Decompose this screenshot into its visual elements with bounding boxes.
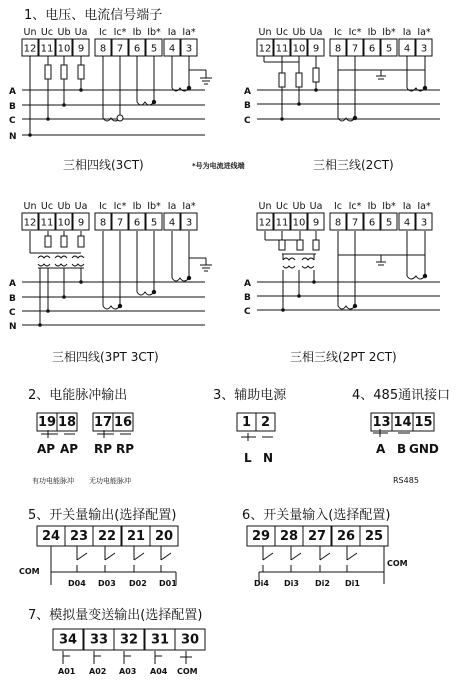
- pt-coil-icon: [38, 256, 50, 258]
- ct-coil-icon: [172, 278, 189, 281]
- terminal-header: Ua: [309, 27, 323, 38]
- power-label-l: L: [244, 451, 252, 465]
- switch-input-block: [247, 526, 408, 588]
- terminal-number: 10: [57, 217, 71, 229]
- switch-input-label: Di3: [284, 579, 299, 588]
- pt-coil-icon: [283, 258, 295, 260]
- heading-rs485: 4、485通讯接口: [352, 388, 451, 403]
- terminal-number: 34: [58, 632, 78, 648]
- caption-note-star: *号为电流进线端: [192, 162, 245, 170]
- phase-label-a: A: [244, 279, 251, 289]
- terminal-number: 7: [351, 217, 359, 229]
- terminal-header: Ia*: [417, 27, 431, 38]
- terminal-header: Ib: [367, 27, 377, 38]
- switch-input-com: COM: [387, 559, 408, 568]
- terminal-number: 30: [180, 632, 200, 648]
- terminal-number: 2: [260, 415, 271, 430]
- rs485-label-a: A: [376, 442, 386, 456]
- terminal-number: 4: [403, 43, 411, 55]
- current-wiring: [103, 56, 212, 121]
- pulse-output-block: [32, 413, 134, 485]
- terminal-number: 27: [307, 529, 327, 544]
- terminal-number: 9: [312, 217, 320, 229]
- terminal-header: Ib: [367, 201, 377, 212]
- switch-output-label: D02: [129, 579, 147, 588]
- terminal-header: Ia: [167, 201, 177, 212]
- terminal-header: Ua: [74, 201, 88, 212]
- phase-lines: [244, 279, 440, 317]
- heading-switch-input: 6、开关量输入(选择配置): [242, 508, 391, 523]
- phase-lines: [9, 87, 205, 142]
- ct-coil-icon: [137, 292, 154, 295]
- terminal-number: 11: [40, 217, 54, 229]
- diagram-3p3w-2ct: [244, 27, 440, 126]
- caption-3p4w-3ct: 三相四线(3CT): [63, 158, 144, 172]
- analog-label: A01: [58, 667, 76, 676]
- analog-label: A04: [150, 667, 168, 676]
- terminal-header: Ia*: [182, 27, 196, 38]
- ct-coil-icon: [103, 306, 120, 309]
- terminal-number: 16: [113, 415, 133, 430]
- fuse-icon: [61, 236, 67, 247]
- terminal-header: Ua: [309, 201, 323, 212]
- switch-input-label: Di1: [345, 579, 360, 588]
- terminal-number: 22: [97, 529, 117, 544]
- terminal-number: 1: [241, 415, 252, 430]
- terminal-number: 12: [258, 43, 272, 55]
- switch-output-label: D03: [98, 579, 116, 588]
- terminal-header: Ia*: [417, 201, 431, 212]
- terminal-number: 11: [40, 43, 54, 55]
- phase-label-a: A: [244, 87, 251, 97]
- phase-label-n: N: [9, 322, 17, 332]
- pulse-label: RP: [116, 442, 135, 456]
- pt-coil-icon: [72, 256, 84, 258]
- terminal-header: Ia: [167, 27, 177, 38]
- terminal-number: 23: [69, 529, 89, 544]
- terminal-number: 7: [116, 43, 124, 55]
- terminal-number: 33: [89, 632, 109, 648]
- terminal-block: [22, 213, 197, 230]
- terminal-header: Ib*: [382, 27, 396, 38]
- terminal-number: 13: [372, 415, 391, 430]
- phase-label-c: C: [244, 116, 251, 126]
- switch-input-label: Di4: [254, 579, 269, 588]
- terminal-number: 12: [258, 217, 272, 229]
- terminal-header: Un: [258, 201, 272, 212]
- terminal-number: 19: [37, 415, 57, 430]
- phase-label-c: C: [244, 307, 251, 317]
- terminal-number: 32: [119, 632, 139, 648]
- terminal-header: Ia: [402, 27, 412, 38]
- terminal-number: 3: [185, 217, 193, 229]
- switch-output-terminals: [37, 526, 178, 546]
- fuse-icon: [279, 73, 285, 87]
- caption-3p3w-2ct: 三相三线(2CT): [313, 158, 394, 172]
- terminal-header: Un: [258, 27, 272, 38]
- pt-wiring: [30, 231, 84, 327]
- aux-power-block: [237, 413, 275, 465]
- switch-output-block: [19, 526, 178, 588]
- analog-output-terminals: [53, 629, 205, 650]
- terminal-header: Ic: [98, 27, 108, 38]
- phase-label-b: B: [9, 294, 16, 304]
- terminal-number: 4: [168, 43, 176, 55]
- terminal-number: 8: [99, 43, 107, 55]
- rs485-label-b: B: [397, 442, 407, 456]
- terminal-header: Ua: [74, 27, 88, 38]
- terminal-number: 4: [403, 217, 411, 229]
- caption-3p4w-3pt-3ct: 三相四线(3PT 3CT): [52, 350, 159, 364]
- phase-label-b: B: [9, 102, 16, 112]
- terminal-header: Ic: [333, 27, 343, 38]
- phase-lines: [9, 279, 205, 332]
- rs485-label-gnd: GND: [409, 442, 439, 456]
- terminal-number: 6: [368, 217, 376, 229]
- terminal-number: 24: [41, 529, 61, 544]
- terminal-number: 8: [334, 43, 342, 55]
- pt-wiring: [265, 231, 319, 312]
- terminal-number: 8: [99, 217, 107, 229]
- phase-label-b: B: [244, 293, 251, 303]
- ct-coil-icon: [338, 306, 355, 309]
- pt-coil-icon: [302, 258, 314, 260]
- power-terminals: [237, 413, 275, 431]
- reactive-pulse-desc: 无功电能脉冲: [89, 477, 131, 485]
- terminal-number: 10: [57, 43, 71, 55]
- terminal-number: 9: [77, 217, 85, 229]
- terminal-number: 20: [154, 529, 174, 544]
- heading-voltage-current-terminals: 1、电压、电流信号端子: [24, 8, 163, 23]
- terminal-headers: [259, 27, 431, 38]
- voltage-wiring: [28, 56, 84, 137]
- terminal-number: 18: [57, 415, 77, 430]
- pt-coil-icon: [55, 256, 67, 258]
- terminal-header: Un: [23, 27, 37, 38]
- phase-label-a: A: [9, 279, 16, 289]
- switch-icons: [77, 546, 171, 572]
- terminal-header: Ub: [292, 201, 306, 212]
- terminal-number: 31: [150, 632, 170, 648]
- terminal-number: 8: [334, 217, 342, 229]
- terminal-header: Ib*: [382, 201, 396, 212]
- terminal-number: 21: [126, 529, 146, 544]
- heading-energy-pulse-output: 2、电能脉冲输出: [28, 388, 128, 403]
- ct-coil-icon: [407, 276, 425, 279]
- terminal-header: Ib*: [147, 27, 161, 38]
- terminal-header: Ub: [57, 27, 71, 38]
- active-pulse-terminals: [37, 413, 77, 431]
- terminal-headers: [259, 201, 431, 212]
- terminal-number: 28: [279, 529, 299, 544]
- terminal-headers: [24, 27, 196, 38]
- fuse-icon: [297, 240, 303, 250]
- analog-leads: [63, 651, 192, 664]
- terminal-headers: [24, 201, 196, 212]
- diagram-3p4w-3ct: [9, 27, 212, 142]
- fuse-icon: [45, 65, 51, 79]
- phase-label-n: N: [9, 132, 17, 142]
- fuse-icon: [45, 236, 51, 247]
- terminal-header: Ia: [402, 201, 412, 212]
- terminal-header: Un: [23, 201, 37, 212]
- terminal-number: 9: [77, 43, 85, 55]
- terminal-number: 6: [133, 217, 141, 229]
- diagram-3p3w-2pt-2ct: [244, 201, 440, 317]
- fuse-icon: [279, 240, 285, 250]
- terminal-header: Ib: [132, 27, 142, 38]
- terminal-header: Ub: [292, 27, 306, 38]
- terminal-number: 17: [93, 415, 113, 430]
- terminal-number: 12: [23, 43, 37, 55]
- switch-input-label: Di2: [315, 579, 330, 588]
- fuse-icon: [313, 68, 319, 82]
- terminal-number: 5: [385, 217, 393, 229]
- phase-label-c: C: [9, 116, 16, 126]
- fuse-icon: [78, 236, 84, 247]
- current-wiring: [338, 231, 427, 309]
- terminal-number: 5: [150, 43, 158, 55]
- terminal-block: [22, 39, 197, 56]
- phase-lines: [244, 87, 440, 126]
- terminal-number: 6: [133, 43, 141, 55]
- terminal-number: 7: [116, 217, 124, 229]
- terminal-number: 29: [251, 529, 271, 544]
- switch-input-terminals: [247, 526, 388, 546]
- terminal-number: 5: [385, 43, 393, 55]
- switch-output-label: D01: [159, 579, 177, 588]
- active-pulse-desc: 有功电能脉冲: [32, 477, 74, 485]
- switch-output-label: D04: [68, 579, 86, 588]
- terminal-number: 15: [414, 415, 433, 430]
- pulse-label: AP: [60, 442, 79, 456]
- phase-label-a: A: [9, 87, 16, 97]
- phase-label-c: C: [9, 308, 16, 318]
- terminal-number: 3: [420, 217, 428, 229]
- terminal-number: 5: [150, 217, 158, 229]
- terminal-number: 7: [351, 43, 359, 55]
- terminal-number: 11: [275, 217, 289, 229]
- terminal-number: 25: [364, 529, 384, 544]
- reactive-pulse-terminals: [93, 413, 133, 431]
- terminal-header: Ic*: [348, 27, 362, 38]
- rs485-terminals: [371, 413, 434, 431]
- terminal-number: 26: [336, 529, 356, 544]
- terminal-header: Uc: [275, 201, 289, 212]
- terminal-number: 4: [168, 217, 176, 229]
- switch-output-com: COM: [19, 567, 40, 576]
- fuse-icon: [61, 65, 67, 79]
- fuse-icon: [78, 65, 84, 79]
- rs485-caption: RS485: [393, 476, 419, 485]
- terminal-number: 6: [368, 43, 376, 55]
- terminal-number: 12: [23, 217, 37, 229]
- terminal-header: Ic: [98, 201, 108, 212]
- terminal-header: Uc: [40, 27, 54, 38]
- pulse-label: RP: [94, 442, 113, 456]
- rs485-block: [371, 413, 439, 485]
- heading-analog-output: 7、模拟量变送输出(选择配置): [28, 608, 203, 623]
- terminal-header: Uc: [275, 27, 289, 38]
- power-label-n: N: [263, 451, 274, 465]
- terminal-number: 3: [420, 43, 428, 55]
- terminal-number: 3: [185, 43, 193, 55]
- terminal-number: 10: [292, 43, 306, 55]
- analog-label: COM: [177, 667, 198, 676]
- terminal-header: Ub: [57, 201, 71, 212]
- caption-3p3w-2pt-2ct: 三相三线(2PT 2CT): [290, 350, 397, 364]
- terminal-header: Ic*: [348, 201, 362, 212]
- terminal-header: Ic*: [113, 201, 127, 212]
- terminal-header: Ib*: [147, 201, 161, 212]
- analog-label: A03: [119, 667, 137, 676]
- analog-label: A02: [89, 667, 107, 676]
- terminal-number: 9: [312, 43, 320, 55]
- terminal-header: Ia*: [182, 201, 196, 212]
- pulse-label: AP: [37, 442, 56, 456]
- fuse-icon: [313, 240, 319, 250]
- terminal-number: 11: [275, 43, 289, 55]
- phase-label-b: B: [244, 101, 251, 111]
- ct-marker-icon: [117, 115, 123, 121]
- voltage-wiring: [264, 56, 319, 121]
- current-wiring: [338, 56, 427, 121]
- analog-output-block: [53, 629, 205, 676]
- heading-switch-output: 5、开关量输出(选择配置): [28, 508, 177, 523]
- terminal-header: Uc: [40, 201, 54, 212]
- switch-icons: [263, 546, 357, 572]
- terminal-number: 10: [292, 217, 306, 229]
- fuse-icon: [296, 73, 302, 87]
- heading-aux-power: 3、辅助电源: [213, 388, 287, 403]
- terminal-header: Ic: [333, 201, 343, 212]
- diagram-3p4w-3pt-3ct: [9, 201, 212, 332]
- terminal-header: Ic*: [113, 27, 127, 38]
- terminal-block: [257, 213, 432, 230]
- terminal-header: Ib: [132, 201, 142, 212]
- terminal-number: 14: [393, 415, 412, 430]
- terminal-block: [257, 39, 432, 56]
